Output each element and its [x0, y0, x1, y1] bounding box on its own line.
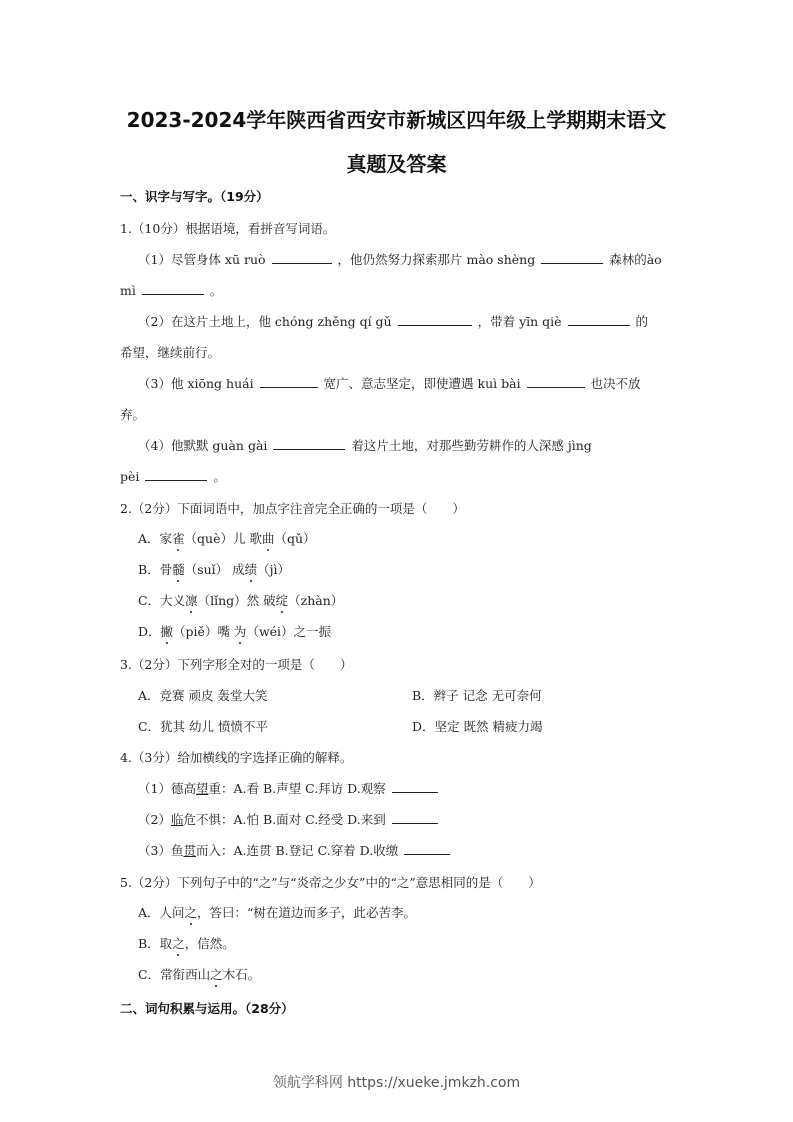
question-1-part-4: （4）他默默 guàn gài 着这片土地，对那些勤劳耕作的人深感 jìng — [138, 438, 592, 453]
question-2-option-b: B．骨髓（suǐ） 成绩（jì） — [138, 562, 291, 577]
answer-blank — [392, 780, 438, 793]
answer-blank — [142, 282, 204, 295]
question-4-part-3: （3）鱼贯而入：A.连贯 B.登记 C.穿着 D.收缴 — [138, 841, 452, 859]
answer-blank — [527, 375, 585, 388]
answer-blank — [568, 313, 630, 326]
answer-blank — [392, 811, 438, 824]
question-1-stem: 1.（10分）根据语境，看拼音写词语。 — [120, 221, 336, 236]
question-5-option-a: A．人问之，答曰：“树在道边而多子，此必苦李。 — [138, 905, 416, 920]
question-2-option-c: C．大义凛（lǐng）然 破绽（zhàn） — [138, 593, 344, 608]
answer-blank — [145, 468, 207, 481]
question-1-part-3-cont: 弃。 — [120, 407, 146, 422]
answer-blank — [398, 313, 472, 326]
question-4-part-2: （2）临危不惧：A.怕 B.面对 C.经受 D.来到 — [138, 810, 440, 828]
question-1-part-3: （3）他 xiōng huái 宽广、意志坚定，即使遭遇 kuì bài 也决不放 — [138, 376, 641, 391]
answer-blank — [273, 437, 345, 450]
page-footer-watermark: 领航学科网 https://xueke.jmkzh.com — [272, 1075, 521, 1091]
question-2-option-a: A．家雀（què）儿 歌曲（qǔ） — [138, 531, 316, 546]
question-1-part-2: （2）在这片土地上，他 chóng zhěng qí gǔ ，带着 yīn qiè 的 — [138, 314, 649, 329]
section-heading-1: 一、识字与写字。（19分） — [120, 189, 269, 204]
section-heading-2: 二、词句积累与运用。（28分） — [120, 1001, 294, 1016]
question-2-option-d: D．撇（piě）嘴 为（wéi）之一振 — [138, 624, 332, 639]
question-5-option-b: B．取之，信然。 — [138, 936, 235, 951]
question-1-part-1-cont: mì 。 — [120, 283, 223, 298]
answer-blank — [404, 842, 450, 855]
document-title-line2: 真题及答案 — [346, 152, 447, 176]
question-3-stem: 3.（2分）下列字形全对的一项是（ ） — [120, 657, 353, 672]
question-1-part-2-cont: 希望，继续前行。 — [120, 345, 221, 360]
question-2-stem: 2.（2分）下面词语中，加点字注音完全正确的一项是（ ） — [120, 501, 465, 516]
question-5-stem: 5.（2分）下列句子中的“之”与“炎帝之少女”中的“之”意思相同的是（ ） — [120, 875, 541, 890]
question-3-option-c: C．犹其 幼儿 愤愤不平 — [138, 719, 269, 734]
question-4-part-1: （1）德高望重：A.看 B.声望 C.拜访 D.观察 — [138, 779, 440, 797]
question-4-stem: 4.（3分）给加横线的字选择正确的解释。 — [120, 750, 353, 765]
document-title-line1: 2023-2024学年陕西省西安市新城区四年级上学期期末语文 — [126, 108, 667, 132]
question-1-part-4-cont: pèi 。 — [120, 469, 226, 484]
question-3-option-a: A．竞赛 顽皮 轰堂大笑 — [138, 688, 268, 703]
answer-blank — [541, 251, 603, 264]
answer-blank — [272, 251, 332, 264]
question-3-option-b: B．辫子 记念 无可奈何 — [412, 688, 542, 703]
question-1-part-1: （1）尽管身体 xū ruò ，他仍然努力探索那片 mào shèng 森林的ào — [138, 252, 662, 267]
question-5-option-c: C．常衔西山之木石。 — [138, 967, 261, 982]
answer-blank — [260, 375, 318, 388]
question-3-option-d: D．坚定 既然 精疲力竭 — [412, 719, 543, 734]
